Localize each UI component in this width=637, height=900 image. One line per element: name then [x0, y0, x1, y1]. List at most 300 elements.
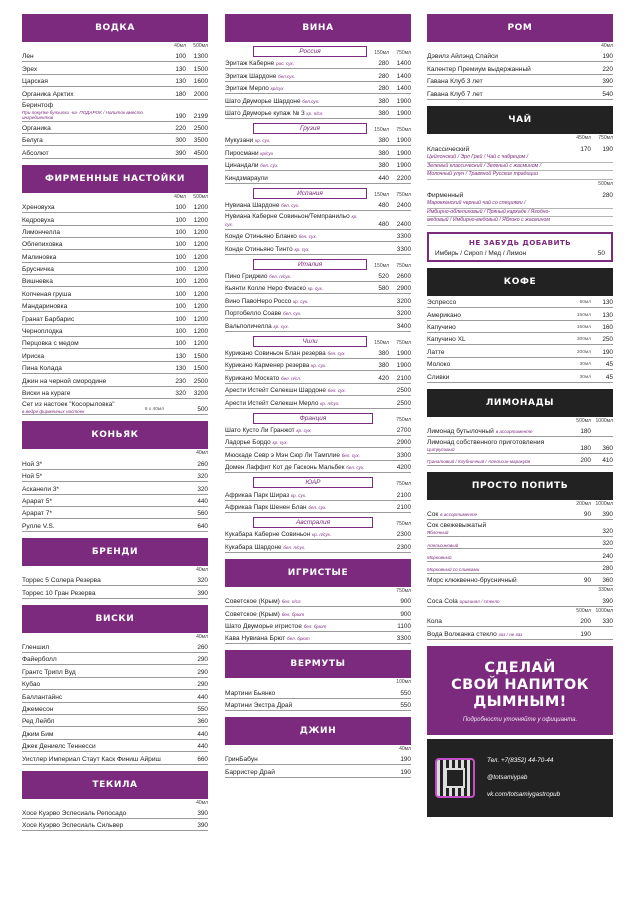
menu-item-row — [427, 562, 613, 574]
item-name — [22, 401, 138, 415]
menu-item-row — [225, 686, 411, 698]
item-subtitle: кр. п/сух. — [320, 400, 340, 406]
item-price: 1200 — [193, 328, 208, 336]
item-name — [225, 504, 367, 512]
item-title: Органика — [22, 124, 51, 132]
item-name — [22, 718, 186, 726]
item-subtitle: бел. брют — [287, 636, 310, 642]
item-subtitle: кр. п/сух. — [312, 532, 332, 538]
item-price-small: 100 — [175, 53, 186, 61]
item-title: Баллантайнс — [22, 693, 63, 701]
item-title: Хосе Куэрво Эспесиаль Репосадо — [22, 809, 127, 817]
section-header-lemonade: ЛИМОНАДЫ — [427, 389, 613, 417]
item-price-small: 130 — [175, 78, 186, 86]
item-name — [22, 577, 186, 585]
item-price-small: 380 — [378, 137, 389, 145]
item-name — [22, 510, 186, 518]
item-price: 3300 — [396, 451, 411, 459]
item-price: 1500 — [193, 65, 208, 73]
item-title: Мюскаде Севр э Мэн Сюр Ли Тамплие — [225, 451, 340, 459]
item-title: Облепиховка — [22, 241, 63, 249]
item-price-small: 100 — [175, 340, 186, 348]
item-subtitle: бел. сух. — [298, 234, 317, 240]
item-price-small: 180 — [580, 428, 591, 436]
item-volume: 60мл — [579, 300, 591, 306]
item-price: 3500 — [193, 137, 208, 145]
item-subtitle: бел.сух. — [302, 98, 320, 104]
item-price: 190 — [602, 348, 613, 356]
item-name — [22, 229, 164, 237]
item-title: Сок — [427, 511, 439, 519]
item-price: 1200 — [193, 290, 208, 298]
item-subtitle: в ассортименте — [440, 512, 478, 518]
item-title: Брусничка — [22, 266, 54, 274]
volume-label: 150мл — [374, 262, 389, 269]
item-name — [427, 361, 565, 369]
tea-description — [427, 200, 613, 226]
item-subtitle: газ / не газ — [498, 631, 523, 637]
menu-item-row — [22, 387, 208, 399]
item-price-small: 130 — [175, 352, 186, 360]
section-header-cognac: КОНЬЯК — [22, 421, 208, 449]
item-price: 1900 — [396, 109, 411, 117]
menu-item-row — [427, 87, 613, 99]
menu-item-row — [427, 574, 613, 586]
menu-item-row — [22, 312, 208, 324]
menu-item-row — [225, 595, 411, 607]
item-subtitle: рос. сух. — [276, 61, 295, 67]
item-name — [22, 810, 186, 818]
item-price: 1200 — [193, 315, 208, 323]
item-price: 3300 — [396, 635, 411, 643]
item-price: 550 — [400, 689, 411, 697]
menu-item-row — [22, 703, 208, 715]
item-price-small: 390 — [175, 149, 186, 157]
item-subtitle: бел. п/сл. — [281, 375, 302, 381]
item-title: Гавана Клуб 7 лет — [427, 90, 483, 98]
item-price: 4500 — [193, 149, 208, 157]
menu-item-row — [427, 537, 613, 549]
volume-label: 500мл — [193, 193, 208, 200]
wine-region-header — [225, 332, 411, 347]
item-title: Капучино — [427, 324, 456, 332]
instagram-handle: @totsamiypab — [487, 774, 528, 782]
menu-item-row — [22, 250, 208, 262]
item-price: 1200 — [193, 266, 208, 274]
item-subtitle: кр. сух. — [294, 246, 310, 252]
item-price: 2300 — [396, 531, 411, 539]
tea-variety-line: Имбирно-облепиховый / Пряный каркаде / Ягодно- — [427, 209, 613, 218]
item-subtitle: бел. п/сух. — [283, 544, 306, 550]
item-volume: 200мл — [576, 349, 591, 355]
item-title: Эритаж Шардоне — [225, 72, 277, 80]
menu-item-row — [225, 540, 411, 552]
menu-item-row — [427, 296, 613, 308]
menu-item-row — [427, 370, 613, 382]
contacts-block — [427, 739, 613, 817]
item-name — [22, 278, 164, 286]
item-title: Калентер Премиум выдержанный — [427, 65, 531, 73]
item-price-small: 380 — [378, 97, 389, 105]
item-name — [22, 365, 164, 373]
item-title: Эритаж Мерло — [225, 85, 269, 93]
menu-item-row — [22, 574, 208, 586]
promo-note: Подробности уточняйте у официанта. — [462, 716, 578, 723]
section-rum — [427, 14, 613, 100]
item-price: 390 — [602, 597, 613, 605]
item-price: 320 — [197, 473, 208, 481]
item-price: 560 — [197, 510, 208, 518]
item-price: 320 — [197, 485, 208, 493]
item-title: Курикано Москато — [225, 374, 280, 382]
menu-item-row — [22, 300, 208, 312]
item-title: Копченая груша — [22, 290, 72, 298]
item-price: 550 — [197, 705, 208, 713]
item-title: Шато Двуморье Шардоне — [225, 97, 301, 105]
volume-header — [389, 521, 411, 528]
item-price-small: 220 — [175, 124, 186, 132]
item-name — [427, 555, 569, 561]
menu-item-row — [427, 508, 613, 520]
item-price: 2000 — [193, 90, 208, 98]
volume-label: 1000мл — [595, 607, 613, 614]
volume-label: 330мл — [598, 587, 613, 594]
menu-item-row — [427, 615, 613, 627]
item-name — [427, 439, 569, 453]
volume-header — [22, 634, 208, 641]
item-price: 2900 — [396, 439, 411, 447]
item-name — [225, 611, 389, 619]
item-title: Конде Отиньяно Тинто — [225, 245, 293, 253]
wine-region-header — [225, 513, 411, 528]
volume-header — [427, 501, 613, 508]
item-price: 900 — [400, 598, 411, 606]
item-name — [225, 492, 367, 500]
section-header-wines: ВИНА — [225, 14, 411, 42]
item-price: 410 — [602, 456, 613, 464]
item-price: 2400 — [396, 201, 411, 209]
item-price-small: 300 — [175, 137, 186, 145]
section-header-drinks: ПРОСТО ПОПИТЬ — [427, 472, 613, 500]
item-price: 290 — [197, 681, 208, 689]
item-title: Лен — [22, 53, 34, 61]
add-ons-price: 50 — [597, 249, 605, 257]
item-name — [225, 213, 367, 229]
menu-item-row — [22, 752, 208, 764]
menu-item-row — [225, 307, 411, 319]
item-price-small: 190 — [580, 630, 591, 638]
item-title: Вишневка — [22, 278, 53, 286]
item-price: 440 — [197, 743, 208, 751]
menu-item-row — [225, 199, 411, 211]
item-volume: 150мл — [576, 325, 591, 331]
item-title: Ной 3* — [22, 460, 43, 468]
item-title: Черноплодка — [22, 328, 63, 336]
tea-classic — [427, 142, 613, 154]
menu-item-row — [22, 470, 208, 482]
item-price: 1900 — [396, 362, 411, 370]
item-price: 3300 — [396, 233, 411, 241]
wine-region-label: Испания — [253, 188, 367, 199]
item-volume: 6 х 40мл — [144, 407, 164, 413]
item-title: Джек Дениелс Теннесси — [22, 743, 96, 751]
item-price: 1200 — [193, 303, 208, 311]
tea-variety-line: Молочный улун / Травяной Русские традиции — [427, 171, 613, 180]
item-subtitle: бел. сух. — [346, 465, 365, 471]
menu-item-row — [22, 507, 208, 519]
item-name — [225, 85, 367, 93]
menu-item-row — [427, 321, 613, 333]
item-title: Шато Двуморье купаж № 3 — [225, 109, 305, 117]
item-subtitle: оригинал / стекло — [459, 598, 500, 604]
item-price: 2100 — [396, 374, 411, 382]
item-price: 1500 — [193, 352, 208, 360]
menu-item-row — [22, 213, 208, 225]
add-ons-box — [427, 232, 613, 262]
volume-label: 40мл — [196, 450, 208, 457]
volume-label: 750мл — [396, 262, 411, 269]
tea-variety-line: Цейлонский / Эрл Грей / Чай с чабрецом / — [427, 154, 613, 163]
item-name — [225, 285, 367, 293]
volume-header — [367, 50, 411, 57]
item-subtitle: бел. сух. — [260, 163, 279, 169]
item-subtitle: бел. сух. — [327, 388, 346, 394]
item-title: Ред Лейбл — [22, 718, 55, 726]
item-title: Курикано Карменер резерва — [225, 362, 310, 370]
menu-item-row — [22, 226, 208, 238]
item-price: 1200 — [193, 228, 208, 236]
item-price: 45 — [605, 373, 613, 381]
item-price: 4200 — [396, 464, 411, 472]
volume-label: 750мл — [396, 126, 411, 133]
item-title: Абсолют — [22, 149, 49, 157]
item-title: Кукабара Каберне Совиньон — [225, 531, 311, 539]
item-price: 290 — [197, 656, 208, 664]
item-price: 3200 — [193, 389, 208, 397]
item-name — [225, 298, 367, 306]
item-price-small: 380 — [378, 149, 389, 157]
menu-item-row — [427, 75, 613, 87]
item-name — [225, 362, 367, 370]
item-price-small: 520 — [378, 273, 389, 281]
menu-item-row — [22, 495, 208, 507]
item-title: Дэвилз Айлэнд Спайси — [427, 53, 498, 61]
item-price: 440 — [197, 693, 208, 701]
item-title: Арести Истейт Селекшн Мерло — [225, 399, 319, 407]
item-title: Шато Кусто Ли Гранжот — [225, 426, 295, 434]
volume-header — [22, 450, 208, 457]
item-volume: 150мл — [576, 312, 591, 318]
item-title: Классический — [427, 145, 470, 153]
section-gin — [225, 717, 411, 778]
wine-region-label: Россия — [253, 46, 367, 57]
item-price: 1200 — [193, 340, 208, 348]
volume-label: 150мл — [374, 126, 389, 133]
item-name — [427, 66, 591, 74]
column-right — [427, 14, 613, 817]
item-price: 130 — [602, 311, 613, 319]
item-price-small: 100 — [175, 216, 186, 224]
volume-label: 40мл — [174, 43, 186, 49]
item-name — [225, 175, 367, 183]
item-price: 240 — [602, 552, 613, 560]
item-title: Эспрессо — [427, 299, 457, 307]
item-title: Кедровуха — [22, 216, 55, 224]
menu-item-row — [225, 82, 411, 94]
item-subtitle: кр. сух. — [255, 138, 271, 144]
item-title: Лимонад собственного приготовления — [427, 439, 545, 447]
item-name — [22, 340, 164, 348]
item-name — [22, 706, 186, 714]
item-price: 2300 — [396, 543, 411, 551]
item-price-small: 100 — [175, 228, 186, 236]
item-price: 1200 — [193, 216, 208, 224]
section-header-sparkling: ИГРИСТЫЕ — [225, 559, 411, 587]
volume-label: 40мл — [196, 799, 208, 806]
item-note: Морковный — [427, 555, 452, 561]
menu-item-row — [225, 448, 411, 460]
item-price-small: 380 — [378, 162, 389, 170]
item-subtitle: бел. брют — [303, 623, 327, 629]
item-title: Курикано Совиньон Блан резерва — [225, 350, 326, 358]
item-subtitle: бел. сух. — [327, 351, 346, 357]
volume-label: 500мл — [576, 417, 591, 424]
volume-header — [225, 746, 411, 753]
item-price-small: 100 — [175, 278, 186, 286]
item-title: Джин на черной смородине — [22, 377, 107, 385]
item-price: 3200 — [396, 310, 411, 318]
tea-description — [427, 154, 613, 180]
item-name — [22, 353, 164, 361]
item-title: Coca Cola — [427, 597, 458, 605]
volume-label: 40мл — [174, 193, 186, 200]
item-price-small: 180 — [175, 90, 186, 98]
menu-item-row — [225, 528, 411, 540]
menu-item-row — [22, 586, 208, 598]
item-title: Мартини Бьянко — [225, 689, 276, 697]
item-title: Кубао — [22, 681, 41, 689]
item-subtitle: бел. брют — [281, 611, 305, 617]
item-price: 2100 — [396, 503, 411, 511]
item-name — [22, 590, 186, 598]
menu-item-row — [22, 122, 208, 134]
wine-region-label: Австралия — [253, 517, 373, 528]
item-name — [225, 531, 367, 539]
item-title: Конде Отиньяно Бланко — [225, 233, 297, 241]
volume-label: 150мл — [374, 191, 389, 198]
item-subtitle: кр. сух. — [307, 286, 324, 292]
volume-header — [22, 800, 208, 807]
add-ons-title: НЕ ЗАБУДЬ ДОБАВИТЬ — [468, 237, 572, 247]
item-price: 3200 — [396, 297, 411, 305]
item-price: 2500 — [193, 124, 208, 132]
item-name — [427, 336, 565, 344]
item-price-small: 230 — [175, 377, 186, 385]
item-price: 1900 — [396, 149, 411, 157]
item-price: 3300 — [396, 245, 411, 253]
item-name — [225, 544, 367, 552]
item-name — [22, 461, 186, 469]
item-name — [427, 312, 565, 320]
item-name — [22, 316, 164, 324]
menu-item-row — [22, 349, 208, 361]
item-title: Советское (Крым) — [225, 598, 280, 606]
item-name — [225, 110, 367, 118]
item-name — [22, 204, 164, 212]
menu-item-row — [225, 69, 411, 81]
menu-item-row — [225, 94, 411, 106]
item-name — [22, 731, 186, 739]
menu-item-row — [225, 230, 411, 242]
item-name — [427, 53, 591, 61]
item-price: 440 — [197, 498, 208, 506]
menu-item-row — [427, 627, 613, 639]
item-price-small: 380 — [378, 350, 389, 358]
volume-header — [427, 418, 613, 425]
section-drinks — [427, 472, 613, 640]
item-name — [225, 439, 367, 447]
wine-region-label: Чили — [253, 336, 367, 347]
menu-item-row — [427, 358, 613, 370]
item-price-small: 100 — [175, 290, 186, 298]
item-name — [22, 78, 164, 86]
menu-item-row — [22, 134, 208, 146]
item-price: 2400 — [396, 220, 411, 228]
menu-item-row — [22, 275, 208, 287]
menu-item-row — [225, 57, 411, 69]
volume-header — [427, 181, 613, 188]
item-name — [22, 756, 186, 764]
item-name — [22, 743, 186, 751]
item-name — [22, 53, 164, 61]
item-name — [22, 303, 164, 311]
item-price-small: 580 — [378, 285, 389, 293]
item-name — [427, 511, 569, 519]
item-price: 260 — [197, 644, 208, 651]
item-price: 360 — [602, 577, 613, 585]
item-title: Мукузани — [225, 137, 254, 145]
item-subtitle: бел. сух. — [283, 311, 302, 317]
item-price-small: 440 — [378, 174, 389, 182]
section-lemonade — [427, 389, 613, 466]
item-subtitle: в ассортименте — [495, 429, 533, 435]
menu-item-row — [22, 201, 208, 213]
item-title: Лимончелла — [22, 228, 61, 236]
item-price-small: 100 — [175, 253, 186, 261]
item-name — [225, 598, 389, 606]
promo-line-1: СДЕЛАЙ — [484, 659, 556, 676]
item-title: Шато Двуморье игристое — [225, 622, 302, 630]
volume-header — [427, 608, 613, 615]
item-volume: 30мл — [579, 374, 591, 380]
section-header-vermouth: ВЕРМУТЫ — [225, 650, 411, 678]
item-price-small: 280 — [378, 85, 389, 93]
item-price: 440 — [197, 730, 208, 738]
item-title: Цинандали — [225, 162, 259, 170]
item-name — [225, 702, 389, 710]
item-price: 220 — [602, 65, 613, 73]
item-title: Джемесон — [22, 705, 54, 713]
item-name — [225, 452, 367, 460]
item-name — [225, 690, 389, 698]
item-subtitle: бел. сух. — [281, 202, 300, 208]
item-name — [225, 387, 367, 395]
item-title: Джим Бим — [22, 730, 54, 738]
item-subtitle: кр. п/сл. — [306, 110, 324, 116]
vk-link: vk.com/totsamiygastropub — [487, 791, 561, 799]
item-name — [225, 137, 367, 145]
volume-label: 750мл — [396, 587, 411, 594]
